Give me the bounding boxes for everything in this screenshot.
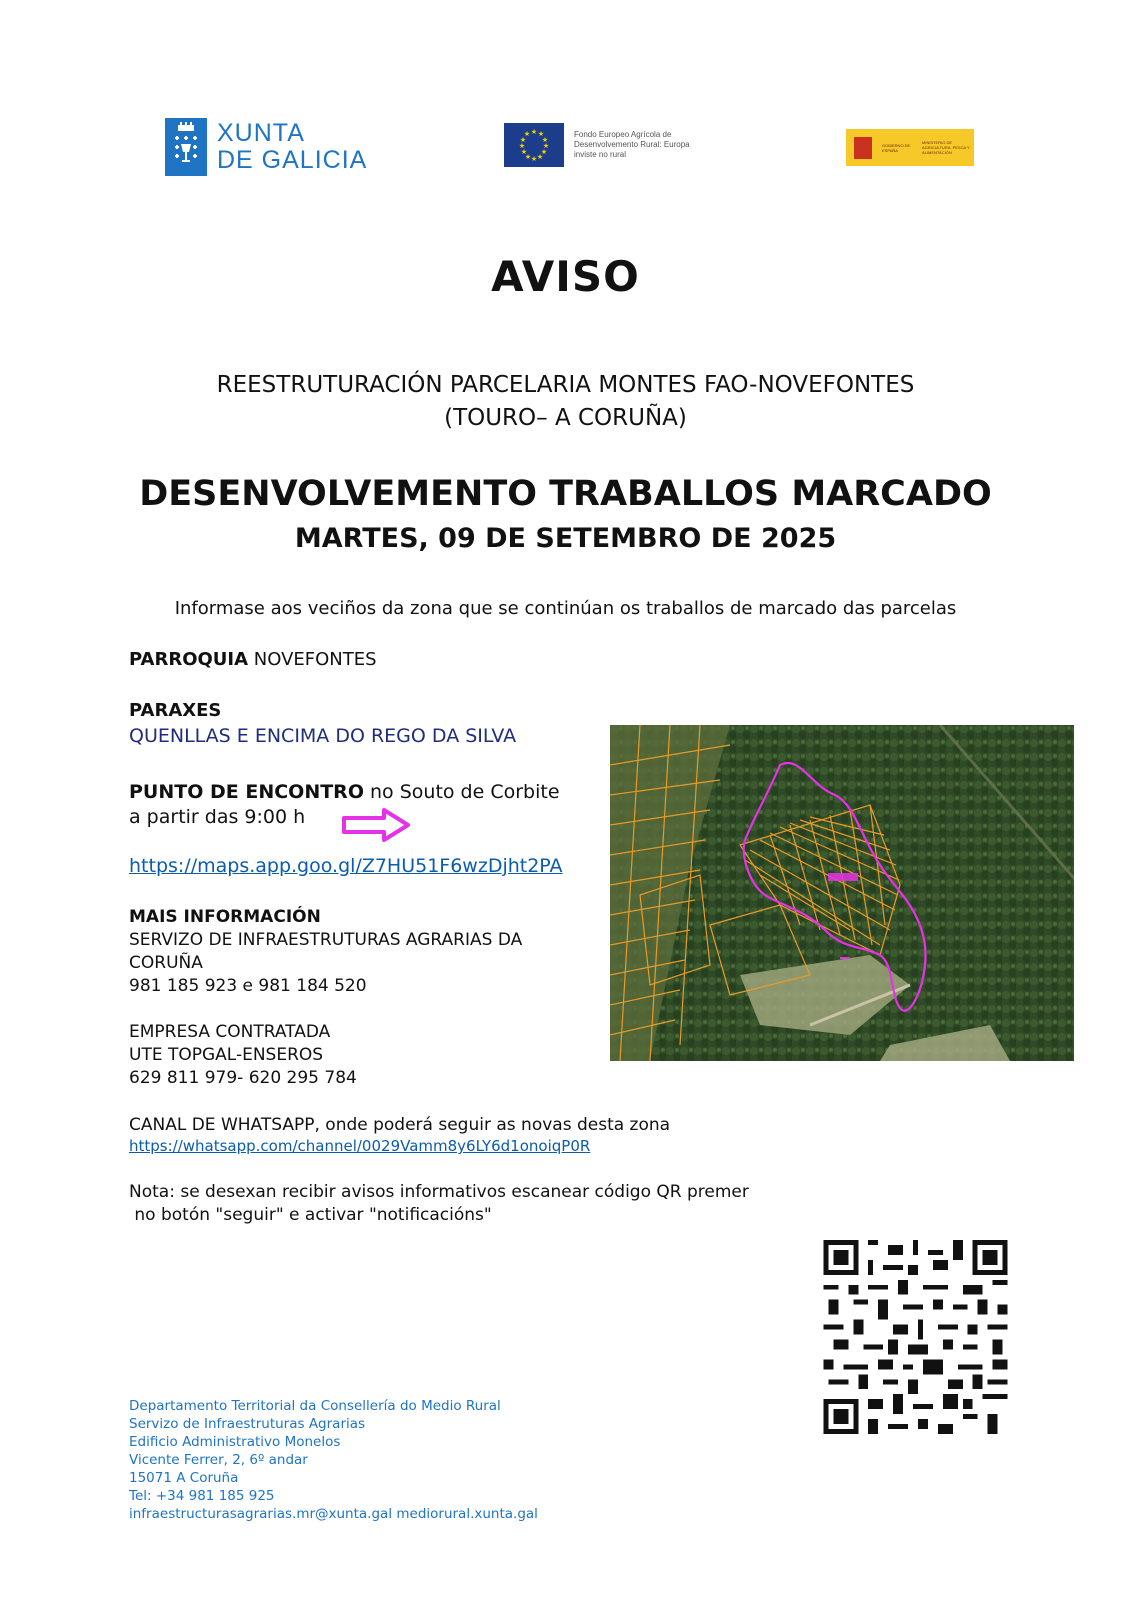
feader-logo: [504, 123, 704, 167]
footer-city: 15071 A Coruña: [129, 1470, 239, 1486]
footer-department: Departamento Territorial da Consellería do Medio Rural: [129, 1398, 501, 1414]
intro-text: Informase aos veciños da zona que se continúan os traballos de marcado das parcelas: [174, 598, 957, 619]
project-title: REESTRUTURACIÓN PARCELARIA MONTES FAO-NOVEFONTES: [216, 372, 915, 398]
xunta-shield-icon: [165, 118, 207, 176]
footer-service: Servizo de Infraestruturas Agrarias: [129, 1416, 366, 1432]
footer-phone: Tel: +34 981 185 925: [129, 1488, 275, 1504]
svg-text:★: ★: [520, 148, 528, 156]
nota-line1: Nota: se desexan recibir avisos informativos escanear código QR premer: [129, 1182, 749, 1202]
punto-value: no Souto de Corbite: [363, 781, 560, 803]
svg-text:★: ★: [542, 142, 550, 150]
arrow-right-icon: [342, 808, 412, 846]
footer-street: Vicente Ferrer, 2, 6º andar: [129, 1452, 308, 1468]
xunta-logo: [165, 118, 367, 176]
svg-text:★: ★: [530, 128, 538, 136]
paraxes-label: PARAXES: [129, 700, 222, 721]
xunta-wordmark: XUNTA DE GALICIA: [217, 119, 368, 174]
contact-phones: 981 185 923 e 981 184 520: [129, 976, 367, 996]
svg-text:★: ★: [523, 130, 531, 138]
svg-text:★: ★: [536, 153, 544, 161]
svg-text:★: ★: [537, 130, 545, 138]
svg-text:★: ★: [519, 136, 527, 144]
svg-text:★: ★: [530, 155, 538, 163]
footer-email-web[interactable]: infraestructurasagrarias.mr@xunta.gal mediorural.xunta.gal: [129, 1506, 538, 1522]
servizo-line2: CORUÑA: [129, 953, 203, 973]
mais-info-label: MAIS INFORMACIÓN: [129, 907, 321, 927]
footer-address: [129, 1397, 538, 1523]
spain-shield-icon: [852, 135, 874, 161]
project-location: (TOURO– A CORUÑA): [444, 405, 687, 431]
svg-text:★: ★: [541, 136, 549, 144]
whatsapp-text: CANAL DE WHATSAPP, onde poderá seguir as novas desta zona: [129, 1115, 671, 1135]
svg-text:★: ★: [524, 153, 532, 161]
empresa-phones: 629 811 979- 620 295 784: [129, 1068, 357, 1088]
eu-flag-icon: [504, 123, 564, 167]
qr-code-icon[interactable]: [823, 1240, 1008, 1434]
svg-text:★: ★: [518, 142, 526, 150]
empresa-label: EMPRESA CONTRATADA: [129, 1022, 331, 1042]
maps-link[interactable]: https://maps.app.goo.gl/Z7HU51F6wzDjht2PA: [129, 855, 563, 877]
punto-label: PUNTO DE ENCONTRO: [129, 781, 364, 803]
empresa-name: UTE TOPGAL-ENSEROS: [129, 1045, 324, 1065]
servizo-line1: SERVIZO DE INFRAESTRUTURAS AGRARIAS DA: [129, 930, 523, 950]
nota-line2: no botón "seguir" e activar "notificacións": [129, 1205, 492, 1225]
gobierno-logo: [846, 129, 974, 166]
parroquia-row: [129, 648, 377, 672]
svg-text:★: ★: [540, 148, 548, 156]
ministerio-caption: MINISTERIO DE AGRICULTURA, PESCA Y ALIMENTACIÓN: [922, 140, 970, 155]
whatsapp-link[interactable]: https://whatsapp.com/channel/0029Vamm8y6LY6d1onoiqP0R: [129, 1137, 591, 1155]
gobierno-caption: GOBIERNO DE ESPAÑA: [882, 142, 911, 153]
time-text: a partir das 9:00 h: [129, 806, 306, 828]
footer-building: Edificio Administrativo Monelos: [129, 1434, 341, 1450]
works-heading: DESENVOLVEMENTO TRABALLOS MARCADO: [139, 474, 992, 514]
works-date: MARTES, 09 DE SETEMBRO DE 2025: [294, 523, 837, 554]
aerial-map-image: [610, 725, 1074, 1061]
parroquia-label: PARROQUIA: [129, 649, 249, 670]
feader-caption: Fondo Europeo Agrícola de Desenvolvemento Rural: Europa inviste no rural: [574, 130, 690, 159]
paraxes-value: QUENLLAS E ENCIMA DO REGO DA SILVA: [129, 725, 517, 747]
parroquia-value: NOVEFONTES: [248, 649, 377, 670]
page-title: AVISO: [491, 252, 640, 301]
punto-row: [129, 780, 560, 804]
